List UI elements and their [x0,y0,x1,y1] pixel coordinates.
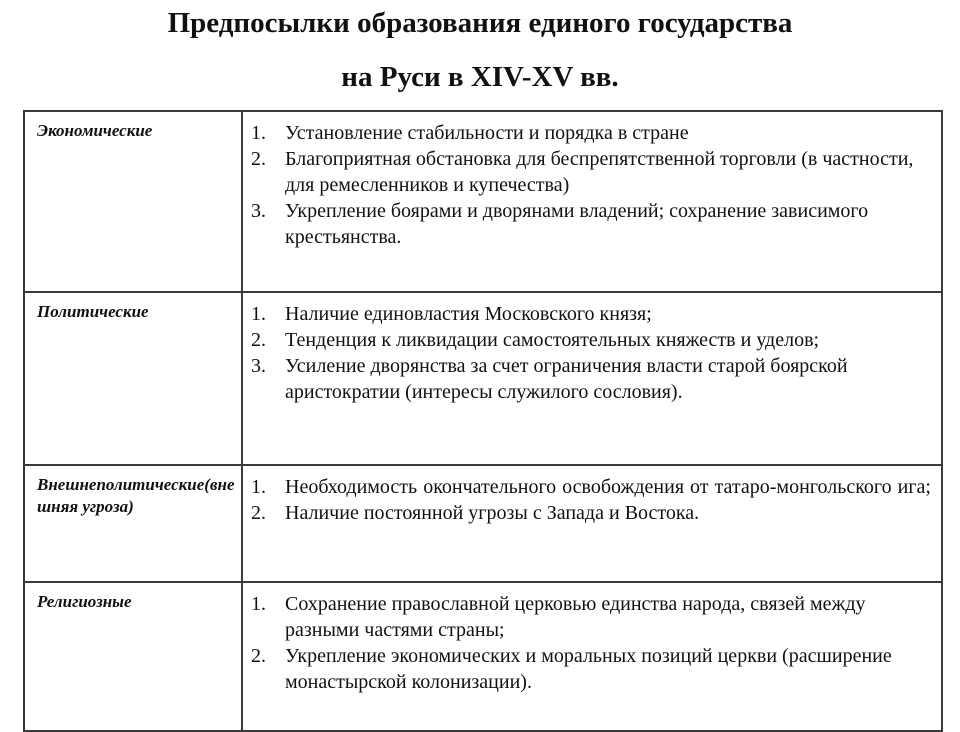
category-cell: Экономические [24,111,242,292]
page-title-line-1: Предпосылки образования единого государства [167,7,793,39]
category-cell: Внешнеполитические(внешняя угроза) [24,465,242,582]
item-number: 1. [251,122,266,144]
list-item [251,146,931,198]
list-item [251,474,931,500]
list-item [251,591,931,643]
item-text: Необходимость окончательного освобождения от татаро-монгольского ига; [285,476,931,498]
category-cell: Религиозные [24,582,242,731]
item-number: 3. [251,355,266,377]
item-text: Укрепление боярами и дворянами владений; сохранение зависимого крестьянства. [285,200,869,248]
item-number: 2. [251,502,266,524]
table-row-economic [24,111,942,292]
item-list [251,591,931,695]
item-number: 2. [251,148,266,170]
item-text: Сохранение православной церковью единства народа, связей между разными частями страны; [285,593,866,641]
item-text: Укрепление экономических и моральных позиций церкви (расширение монастырской колонизации). [285,645,892,693]
item-list [251,474,931,526]
item-number: 3. [251,200,266,222]
items-cell [242,292,942,465]
list-item [251,198,931,250]
items-cell [242,111,942,292]
items-cell [242,582,942,731]
list-item [251,120,931,146]
item-text: Наличие единовластия Московского князя; [285,303,652,325]
item-text: Благоприятная обстановка для беспрепятственной торговли (в частности, для ремесленников и купечества) [285,148,914,196]
prerequisites-table [23,110,943,732]
page-title-line-2: на Руси в XIV-XV вв. [341,61,619,93]
table-row-political [24,292,942,465]
table-row-religious [24,582,942,731]
item-text: Усиление дворянства за счет ограничения власти старой боярской аристократии (интересы служилого сословия). [285,355,848,403]
item-number: 1. [251,476,266,498]
item-number: 2. [251,645,266,667]
list-item [251,327,931,353]
item-number: 2. [251,329,266,351]
category-cell: Политические [24,292,242,465]
list-item [251,353,931,405]
item-number: 1. [251,593,266,615]
item-list [251,120,931,250]
item-text: Тенденция к ликвидации самостоятельных княжеств и уделов; [285,329,820,351]
table-row-foreign-policy [24,465,942,582]
list-item [251,643,931,695]
item-text: Установление стабильности и порядка в стране [285,122,689,144]
item-list [251,301,931,405]
item-number: 1. [251,303,266,325]
list-item [251,500,931,526]
items-cell [242,465,942,582]
item-text: Наличие постоянной угрозы с Запада и Востока. [285,502,700,524]
list-item [251,301,931,327]
